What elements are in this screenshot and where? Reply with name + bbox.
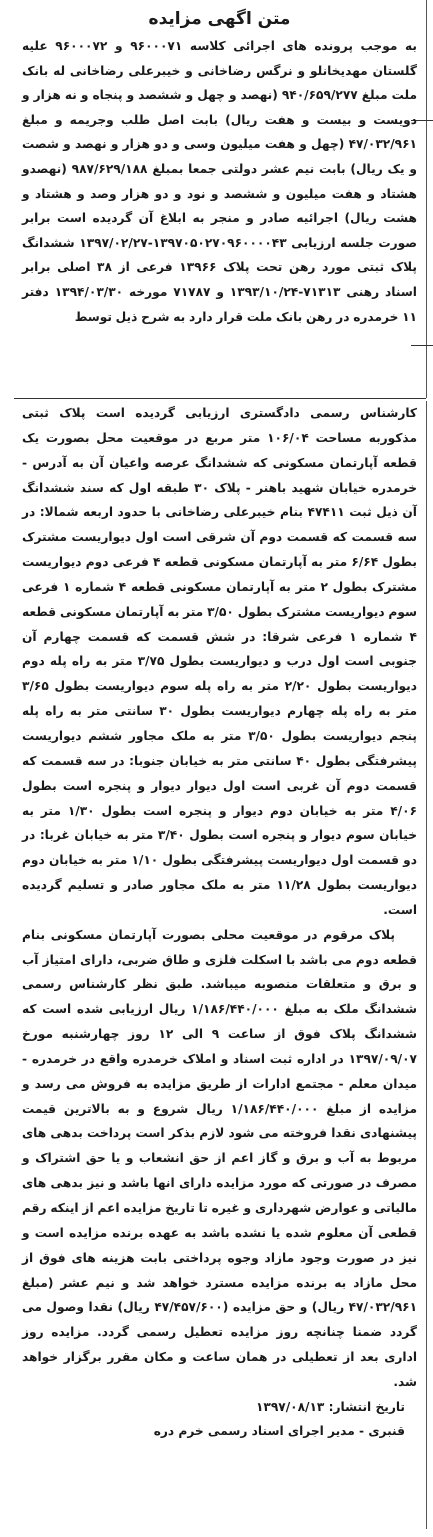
signature: قنبری - مدیر اجرای اسناد رسمی خرم دره (153, 1423, 405, 1438)
column-border-right (426, 0, 427, 398)
notice-title: متن اگهی مزایده (148, 9, 291, 29)
notice-body-auction: پلاک مرقوم در موقعیت محلی بصورت آپارتمان مسکونی بنام قطعه دوم می باشد با اسکلت فلزی و طاق ضربی، دارای امتیاز آب و برق و متعلقات منصوبه میباشد. طبق نظر کارشناس رسمی ششدانگ ملک به مبلغ ۱/۱۸۶/۴۴۰/۰۰۰ ریال ارزیابی شده است که ششدانگ پلاک فوق از ساعت ۹ الی ۱۲ روز چهارشنبه مورخ ۱۳۹۷/۰۹/۰۷ در اداره ثبت اسناد و املاک خرمدره واقع در خرمدره - میدان معلم - مجتمع ادارات از طریق مزایده به فروش می رسد و مزایده از مبلغ ۱/۱۸۶/۴۴۰/۰۰۰ ریال شروع و به بالاترین قیمت پیشنهادی نقدا فروخته می شود لازم بذکر است پرداخت بدهی های مربوط به آب و برق و گاز اعم از حق انشعاب و یا حق اشتراک و مصرف در صورتی که مورد مزایده دارای انها باشد و نیز بدهی های مالیاتی و عوارض شهرداری و غیره تا تاریخ مزایده اعم از اینکه رقم قطعی آن معلوم شده یا نشده باشد به عهده برنده مزایده است و نیز در صورت وجود مازاد وجوه پرداختی بابت هزینه های فوق از محل مازاد به برنده مزایده مسترد خواهد شد و نیم عشر (مبلغ ۴۷/۰۳۲/۹۶۱ ریال) و حق مزایده (۴۷/۴۵۷/۶۰۰ ریال) نقدا وصول می گردد ضمنا چنانچه روز مزایده تعطیل رسمی گردد. مزایده روز اداری بعد از تعطیلی در همان ساعت و مکان مقرر برگزار خواهد شد. (22, 927, 418, 1389)
notice-body-appraisal: کارشناس رسمی دادگستری ارزیابی گردیده است پلاک ثبتی مذکوربه مساحت ۱۰۶/۰۴ متر مربع در موقعیت محل بصورت یک قطعه آپارتمان مسکونی که ششدانگ عرصه واعیان آن به آدرس - خرمدره خیابان شهید باهنر - پلاک ۳۰ طبقه اول که سند ششدانگ آن ذیل ثبت ۴۷۴۱۱ بنام خیبرعلی رضاخانی با حدود اربعه شمالا: در سه قسمت که قسمت دوم آن شرقی است اول دیواریست مشترک بطول ۶/۶۴ متر به آپارتمان مسکونی قطعه ۴ فرعی دوم دیواریست مشترک بطول ۲ متر به آپارتمان مسکونی قطعه ۴ شماره ۱ فرعی سوم دیواریست مشترک بطول ۳/۵۰ متر به آپارتمان مسکونی قطعه ۴ شماره ۱ فرعی شرقا: در شش قسمت که قسمت چهارم آن جنوبی است اول درب و دیواریست بطول ۳/۷۵ متر به راه پله دوم دیواریست بطول ۲/۲۰ متر به راه پله سوم دیواریست بطول ۳/۶۵ متر به راه پله چهارم دیواریست بطول ۳۰ سانتی متر به راه پله پنجم دیواریست بطول ۳/۵۰ متر به ملک مجاور ششم دیواریست پیشرفتگی بطول ۴۰ سانتی متر به خیابان جنوبا: در سه قسمت که قسمت دوم آن غربی است اول دیوار دیوار و پنجره است بطول ۴/۰۶ متر به خیابان دوم دیوار و پنجره است بطول ۱/۳۰ متر به خیابان سوم دیوار و پنجره است بطول ۳/۴۰ متر به خیابان غربا: در دو قسمت اول دیواریست پیشرفتگی بطول ۱/۱۰ متر به خیابان دوم دیواریست بطول ۱۱/۲۸ متر به ملک مجاور صادر و تسلیم گردیده است. (22, 406, 418, 917)
notice-intro: به موجب پرونده های اجرائی کلاسه ۹۶۰۰۰۷۱ و ۹۶۰۰۰۷۲ علیه گلستان مهدیخانلو و نرگس رضاخانی و خیبرعلی رضاخانی له بانک ملت مبلغ ۹۴۰/۶۵۹/۲۷۷ (نهصد و چهل و ششصد و پنجاه و نه هزار و دویست و بیست و هفت ریال) بابت اصل طلب وجریمه و مبلغ ۴۷/۰۳۲/۹۶۱ (چهل و هفت میلیون وسی و دو هزار و نهصد و شصت و یک ریال) بابت نیم عشر دولتی جمعا بمبلغ ۹۸۷/۶۲۹/۱۸۸ (نهصدو هشتاد و هفت میلیون و ششصد و نود و دو هزار وصد و هشتاد و هشت ریال) اجرائیه صادر و منجر به ابلاغ آن گردیده است برابر صورت جلسه ارزیابی ۱۳۹۷۰۵۰۲۷۰۹۶۰۰۰۰۴۳-۱۳۹۷/۰۲/۲۷ ششدانگ پلاک ثبتی مورد رهن تحت پلاک ۱۳۹۶۶ فرعی از ۳۸ اصلی برابر اسناد رهنی ۷۱۳۱۳-۱۳۹۳/۱۰/۲۴ و ۷۱۷۸۷ مورخه ۱۳۹۴/۰۳/۳۰ دفتر ۱۱ خرمدره در رهن بانک ملت قرار دارد به شرح ذیل توسط (22, 39, 418, 324)
publish-date: تاریخ انتشار: ۱۳۹۷/۰۸/۱۳ (255, 1399, 405, 1414)
column-border-right (426, 401, 427, 1529)
section-divider (14, 398, 426, 399)
notice-bottom-column (22, 401, 417, 1529)
notice-top-column (22, 0, 417, 398)
